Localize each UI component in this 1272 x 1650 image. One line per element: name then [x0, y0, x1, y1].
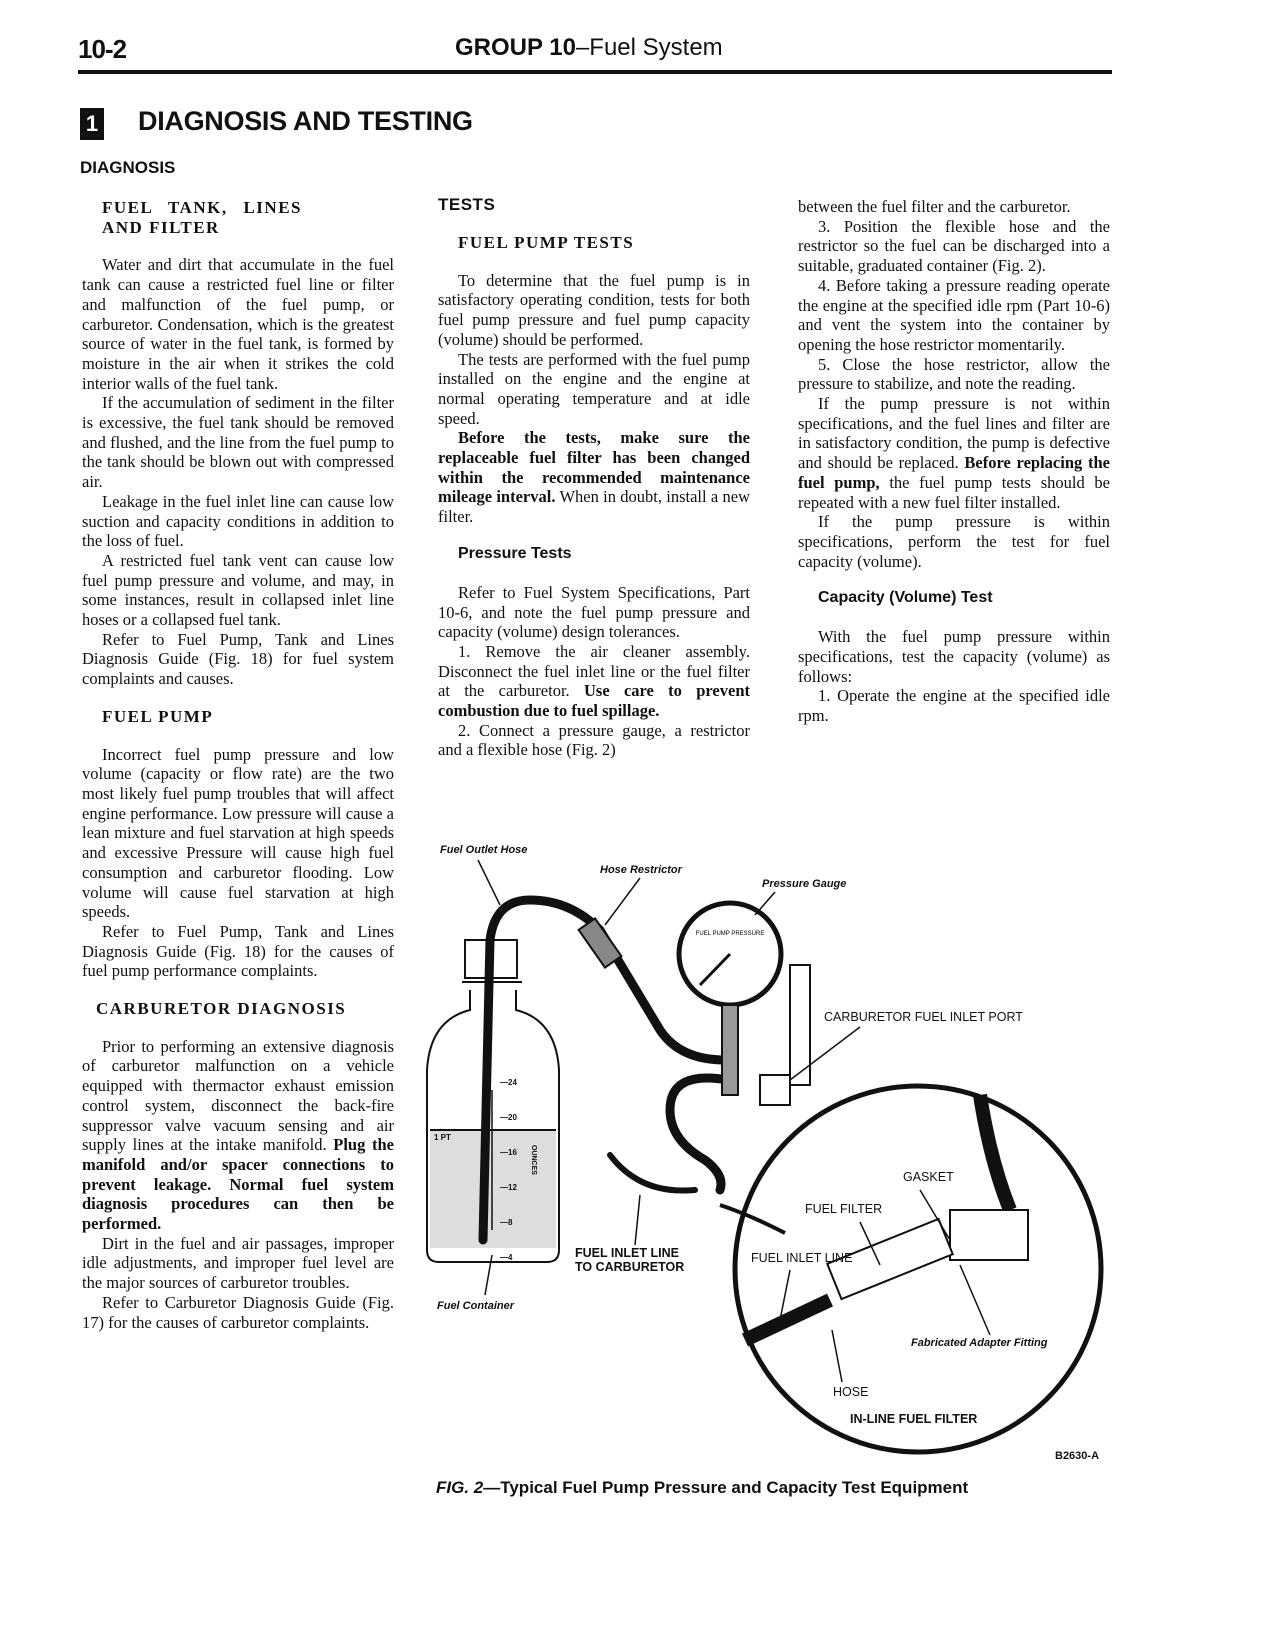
- bold-text: Before the tests, make sure the replaceable fuel filter has been changed within the recommended maintenance mileage interval.: [438, 428, 750, 507]
- bold-text: Use care to prevent combustion due to fuel spillage.: [438, 681, 750, 721]
- bottle-mark: —16: [500, 1148, 517, 1157]
- bold-text: Plug the manifold and/or spacer connections to prevent leakage. Normal fuel system diagnosis procedures can then be performed.: [82, 1135, 394, 1234]
- text: If the pump pressure is not within specifications, and the fuel lines and filter are in satisfactory condition, the pump is defective and should be replaced.: [798, 394, 1110, 473]
- paragraph: A restricted fuel tank vent can cause low fuel pump pressure and volume, and may, in some instances, result in collapsed inlet line hoses or a collapsed fuel tank.: [82, 550, 394, 630]
- bottle-mark: —20: [500, 1113, 517, 1122]
- label-hose-restrictor: Hose Restrictor: [600, 864, 682, 876]
- hose-restrictor-valve: [579, 918, 622, 967]
- paragraph: between the fuel filter and the carburetor.: [798, 197, 1071, 216]
- text: Prior to performing an extensive diagnosis of carburetor malfunction on a vehicle equipped with thermactor exhaust emission control system, disconnect the back-fire suppressor valve vacuum sensing and air supply lines at the intake manifold.: [82, 1036, 394, 1155]
- figure-caption: [436, 1478, 968, 1498]
- figure-code: B2630-A: [1055, 1450, 1100, 1462]
- caption-text: —Typical Fuel Pump Pressure and Capacity Test Equipment: [483, 1478, 969, 1497]
- heading-tests: TESTS: [438, 195, 496, 214]
- inlet-line-to-carb: [610, 1155, 695, 1191]
- bottle-mark: —8: [500, 1218, 513, 1227]
- label-fuel-outlet-hose: Fuel Outlet Hose: [440, 844, 528, 856]
- inline-filter-detail: [720, 1086, 1101, 1452]
- group-title: –Fuel System: [575, 34, 723, 61]
- heading-fuel-pump: FUEL PUMP: [102, 706, 214, 726]
- paragraph: To determine that the fuel pump is in satisfactory operating condition, tests for both fuel pump pressure and fuel pump capacity (volume) should be performed.: [438, 270, 750, 349]
- paragraph: If the accumulation of sediment in the filter is excessive, the fuel tank should be removed and flushed, and the line from the fuel pump to the tank should be blown out with compressed air.: [82, 393, 394, 492]
- group-label: GROUP 10: [455, 34, 576, 61]
- paragraph: Leakage in the fuel inlet line can cause low suction and capacity conditions in addition to the loss of fuel.: [82, 491, 394, 551]
- heading-fuel-pump-tests: FUEL PUMP TESTS: [458, 233, 635, 252]
- label-carburetor-inlet-port: CARBURETOR FUEL INLET PORT: [824, 1010, 1023, 1024]
- paragraph: The tests are performed with the fuel pump installed on the engine and the engine at normal operating temperature and at idle speed.: [438, 349, 750, 428]
- paragraph: 1. Operate the engine at the specified idle rpm.: [798, 686, 1110, 726]
- heading-fuel-tank: FUEL TANK, LINES AND FILTER: [102, 198, 302, 237]
- bottle-mark: —24: [500, 1078, 517, 1087]
- gauge-face-label: FUEL PUMP PRESSURE: [695, 931, 765, 937]
- label-hose: HOSE: [833, 1385, 869, 1399]
- heading-carburetor-diagnosis: CARBURETOR DIAGNOSIS: [96, 999, 347, 1019]
- paragraph: If the pump pressure is within specifications, perform the test for fuel capacity (volume).: [798, 512, 1110, 571]
- text: the fuel pump tests should be repeated with a new fuel filter installed.: [798, 472, 1110, 512]
- paragraph: 2. Connect a pressure gauge, a restrictor and a flexible hose (Fig. 2): [438, 720, 750, 760]
- subsection-title: DIAGNOSIS: [80, 158, 176, 177]
- paragraph: Refer to Fuel Pump, Tank and Lines Diagnosis Guide (Fig. 18) for fuel system complaints and causes.: [82, 629, 394, 689]
- label-bottle-pint: 1 PT: [434, 1133, 451, 1142]
- paragraph: Refer to Carburetor Diagnosis Guide (Fig. 17) for the causes of carburetor complaints.: [82, 1292, 394, 1332]
- paragraph: Refer to Fuel System Specifications, Part 10-6, and note the fuel pump pressure and capacity (volume) design tolerances.: [438, 582, 750, 642]
- bold-text: Before replacing the fuel pump,: [798, 453, 1110, 492]
- section-number-badge: 1: [80, 108, 104, 140]
- paragraph: 3. Position the flexible hose and the restrictor so the fuel can be discharged into a suitable, graduated container (Fig. 2).: [798, 216, 1110, 276]
- bottle-mark: —4: [500, 1253, 513, 1262]
- label-fuel-inline-line: FUEL INLET LINE: [751, 1251, 853, 1265]
- heading-pressure-tests: Pressure Tests: [458, 544, 572, 562]
- paragraph: With the fuel pump pressure within specifications, test the capacity (volume) as follows:: [798, 627, 1110, 686]
- heading-capacity-test: Capacity (Volume) Test: [818, 589, 993, 607]
- label-line-2: TO CARBURETOR: [575, 1260, 685, 1274]
- label-fuel-inlet-line-to-carb: [575, 1246, 684, 1274]
- text: 1. Remove the air cleaner assembly. Disconnect the fuel inlet line or the fuel filter at the carburetor.: [438, 641, 750, 701]
- paragraph: 4. Before taking a pressure reading operate the engine at the specified idle rpm (Part 10-6) and vent the system into the container by opening the hose restrictor momentarily.: [798, 275, 1110, 354]
- label-inline-fuel-filter: IN-LINE FUEL FILTER: [850, 1412, 978, 1426]
- label-fuel-container: Fuel Container: [437, 1300, 515, 1312]
- paragraph: Water and dirt that accumulate in the fuel tank can cause a restricted fuel line or filter and malfunction of the fuel pump, or carburetor. Condensation, which is the greatest source of water in the fuel tank, is formed by moisture in the air when it strikes the cold interior walls of the fuel tank.: [82, 255, 394, 393]
- paragraph: 5. Close the hose restrictor, allow the pressure to stabilize, and note the reading.: [798, 354, 1110, 394]
- gauge-supply-hose: [670, 1078, 728, 1190]
- page-number: 10-2: [78, 34, 127, 64]
- paragraph: Refer to Fuel Pump, Tank and Lines Diagnosis Guide (Fig. 18) for the causes of fuel pump performance complaints.: [82, 921, 394, 981]
- label-bottle-ounces: OUNCES: [530, 1145, 537, 1175]
- label-line-1: FUEL INLET LINE: [575, 1246, 679, 1260]
- paragraph: Incorrect fuel pump pressure and low volume (capacity or flow rate) are the two most likely fuel pump troubles that will affect engine performance. Low pressure will cause a lean mixture and fuel starvation at high speeds and excessive Pressure will cause high fuel consumption and carburetor flooding. Low volume will cause fuel starvation at high speeds.: [82, 744, 394, 922]
- label-pressure-gauge: Pressure Gauge: [762, 878, 847, 890]
- pressure-gauge: [679, 903, 781, 1095]
- text: When in doubt, install a new filter.: [438, 487, 750, 527]
- label-fuel-filter: FUEL FILTER: [805, 1202, 883, 1216]
- paragraph: Dirt in the fuel and air passages, improper idle adjustments, and improper fuel level are the major sources of carburetor troubles.: [82, 1233, 394, 1293]
- label-adapter-fitting: Fabricated Adapter Fitting: [911, 1337, 1048, 1349]
- section-title: DIAGNOSIS AND TESTING: [138, 106, 473, 136]
- bottle-mark: —12: [500, 1183, 517, 1192]
- caption-prefix: FIG. 2: [436, 1478, 484, 1497]
- label-gasket: GASKET: [903, 1170, 954, 1184]
